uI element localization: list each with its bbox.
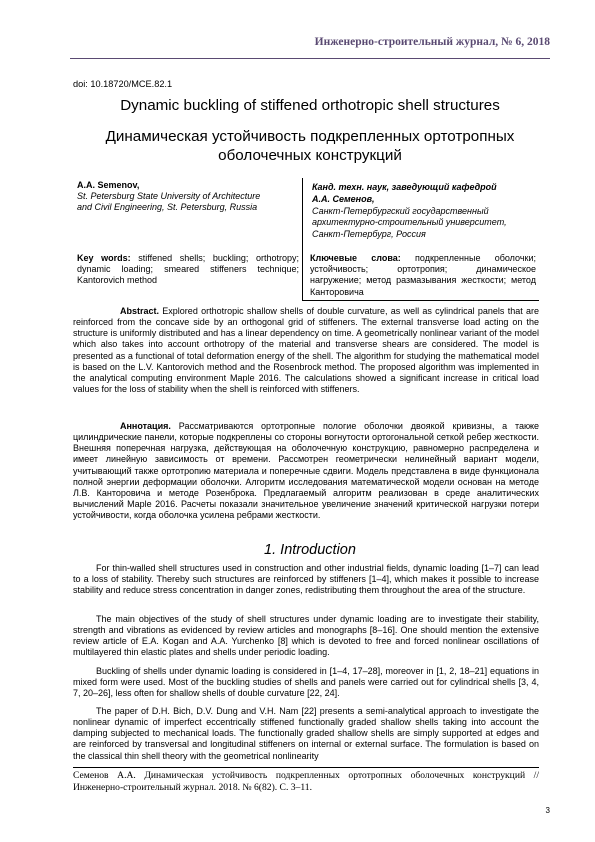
author-degree-russian: Канд. техн. наук, заведующий кафедрой xyxy=(312,182,497,192)
page-number: 3 xyxy=(545,806,550,815)
keywords-russian xyxy=(310,253,536,298)
keywords-english-text: stiffened shells; buckling; orthotropy; dynamic loading; smeared stiffeners technique; Kantorovich method xyxy=(77,253,299,286)
abstract-english-text: Explored orthotropic shallow shells of double curvature, as well as cylindrical panels that are reinforced from the concave side by an orthogonal grid of stiffeners. The external transverse load acting on the structure is uniformly distributed and has a linear dependency on time. A geometrically nonlinear variant of the model which also takes into account orthotropy of the material and transverse shears are considered. The model is presented as a functional of total deformation energy of the shell. The algorithm for studying the mathematical model is based on the L.V. Kantorovich method and the Rosenbrock method. The proposed algorithm was implemented in the analytical computing environment Maple 2016. The calculations showed a significant increase in critical load values for the loss of stability when the shell is reinforced with stiffeners. xyxy=(73,306,539,395)
keywords-russian-label: Ключевые слова: xyxy=(310,253,401,263)
affiliation-russian-line-2: архитектурно-строительный университет, xyxy=(312,217,507,228)
author-divider-vertical xyxy=(302,178,303,300)
abstract-russian-label: Аннотация. xyxy=(120,421,171,431)
title-russian-line-1: Динамическая устойчивость подкрепленных ортотропных xyxy=(105,128,515,145)
author-name-russian: А.А. Семенов, xyxy=(312,193,375,204)
abstract-english-label: Abstract. xyxy=(120,306,160,316)
body-paragraph: The main objectives of the study of shell structures under dynamic loading are to investigate their stability, strength and vibrations as evidenced by review articles and monographs [8–16]. One should mention the extensive review article of E.A. Kogan and A.A. Yurchenko [8] which is devoted to free and forced nonlinear oscillations of multilayered thin elastic plates and shells under periodic loading. xyxy=(73,614,539,658)
body-paragraph: The paper of D.H. Bich, D.V. Dung and V.H. Nam [22] presents a semi-analytical approach to investigate the nonlinear dynamic of imperfect eccentrically stiffened functionally graded shallow shells taking into account the damping subjected to mechanical loads. The functionally graded shallow shells are simply supported at edges and are reinforced by transversal and longitudinal stiffeners on internal or external surface. The formulation is based on the classical thin shell theory with the geometrical nonlinearity xyxy=(73,706,539,761)
keywords-english-label: Key words: xyxy=(77,253,131,263)
keywords-english xyxy=(77,253,299,287)
abstract-russian-text: Рассматриваются ортотропные пологие оболочки двоякой кривизны, а также цилиндрические панели, которые подкреплены со стороны вогнутости ортогональной сеткой ребер жесткости. Внешняя поперечная нагрузка, действующая на оболочечную конструкцию, равномерно распределена и имеет линейную зависимость от времени. Рассмотрен геометрически нелинейный вариант модели, учитывающий также ортотропию материала и поперечные сдвиги. Модель представлена в виде функционала полной энергии деформации оболочки. Алгоритм исследования математической модели основан на методе Л.В. Канторовича и методе Розенброка. Предлагаемый алгоритм реализован в среде аналитических вычислений Maple 2016. Расчеты показали значительное увеличение значений критической нагрузки потери устойчивости, когда оболочка усилена ребрами жесткости. xyxy=(73,421,539,521)
body-paragraph: For thin-walled shell structures used in construction and other industrial fields, dynamic loading [1–7] can lead to a loss of stability. Thereby such structures are reinforced by stiffeners [1–4], which makes it possible to increase stability and reduce stress concentration in danger zones, redistributing them throughout the area of the structure. xyxy=(73,563,539,596)
journal-header: Инженерно-строительный журнал, № 6, 2018 xyxy=(314,36,550,48)
section-heading: 1. Introduction xyxy=(264,542,356,558)
author-name-english: A.A. Semenov, xyxy=(77,180,140,190)
header-rule xyxy=(70,58,550,59)
abstract-english xyxy=(73,306,539,395)
title-english: Dynamic buckling of stiffened orthotropic shell structures xyxy=(120,97,500,114)
author-block-english xyxy=(77,180,309,214)
keywords-russian-text: подкрепленные оболочки; устойчивость; ортотропия; динамическое нагружение; метод размазывания жесткости; метод Канторовича xyxy=(310,253,536,297)
keywords-divider-horizontal xyxy=(302,300,539,301)
title-russian xyxy=(70,127,550,165)
citation-footer: Семенов А.А. Динамическая устойчивость подкрепленных ортотропных оболочечных конструкций // Инженерно-строительный журнал. 2018. № 6(82). С. 3–11. xyxy=(73,770,539,793)
affiliation-russian-line-3: Санкт-Петербург, Россия xyxy=(312,229,426,240)
title-russian-line-2: оболочечных конструкций xyxy=(218,147,402,164)
abstract-russian xyxy=(73,421,539,521)
affiliation-english-line-1: St. Petersburg State University of Architecture xyxy=(77,191,261,202)
affiliation-russian-line-1: Санкт-Петербургский государственный xyxy=(312,205,489,216)
body-paragraph: Buckling of shells under dynamic loading is considered in [1–4, 17–28], moreover in [1, 2, 18–21] equations in mixed form were used. Most of the buckling studies of shells and panels were carried out for cylindrical shells [3, 4, 7, 20–26], less often for shallow shells of double curvature [22, 24]. xyxy=(73,666,539,699)
affiliation-english-line-2: and Civil Engineering, St. Petersburg, Russia xyxy=(77,202,258,213)
author-block-russian xyxy=(312,182,532,241)
doi: doi: 10.18720/MCE.82.1 xyxy=(73,79,173,89)
footer-rule xyxy=(73,767,539,768)
